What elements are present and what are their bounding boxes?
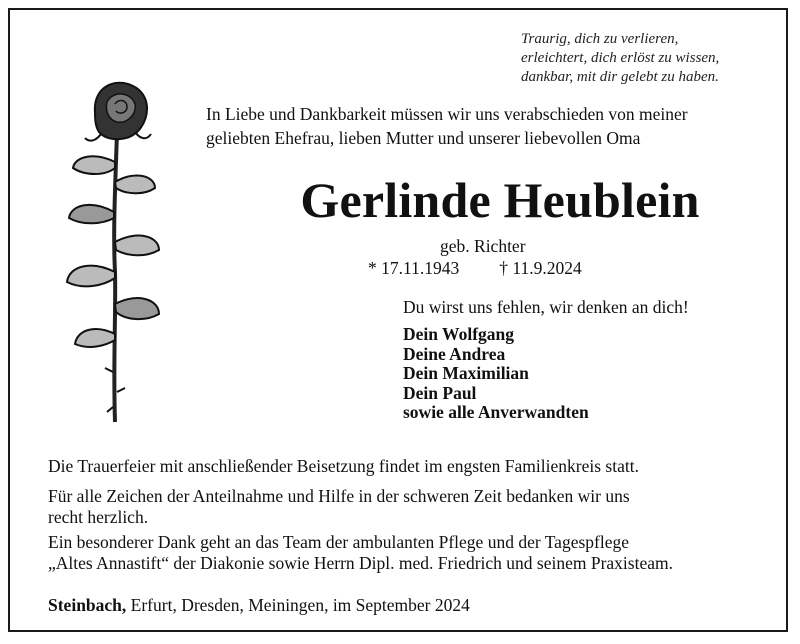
deceased-name: Gerlinde Heublein [300, 172, 700, 228]
intro-line: In Liebe und Dankbarkeit müssen wir uns verabschieden von meiner [206, 104, 688, 124]
birth-date: * 17.11.1943 [368, 258, 460, 278]
poem-line: Traurig, dich zu verlieren, [521, 31, 679, 47]
special-thanks-line: Ein besonderer Dank geht an das Team der ambulanten Pflege und der Tagespflege [48, 532, 630, 552]
special-thanks-paragraph [48, 532, 768, 574]
funeral-notice: Die Trauerfeier mit anschließender Beisetzung findet im engsten Familienkreis statt. [48, 456, 639, 476]
closing-rest: Erfurt, Dresden, Meiningen, im September 2024 [126, 595, 470, 615]
family-list [403, 325, 589, 423]
special-thanks-line: „Altes Annastift“ der Diakonie sowie Herrn Dipl. med. Friedrich und seinem Praxisteam. [48, 553, 673, 573]
thanks-line: Für alle Zeichen der Anteilnahme und Hilfe in der schweren Zeit bedanken wir uns [48, 486, 630, 506]
intro-line: geliebten Ehefrau, lieben Mutter und unserer liebevollen Oma [206, 128, 641, 148]
thanks-paragraph [48, 486, 768, 528]
maiden-name: geb. Richter [440, 236, 526, 256]
death-date: † 11.9.2024 [499, 258, 582, 278]
family-member: Dein Maximilian [403, 363, 529, 383]
life-dates [368, 258, 582, 279]
family-member: Dein Wolfgang [403, 324, 515, 344]
intro-text [206, 102, 776, 150]
closing-place: Steinbach, [48, 595, 127, 615]
thanks-line: recht herzlich. [48, 507, 149, 527]
closing-line [48, 595, 470, 616]
family-member: sowie alle Anverwandten [403, 402, 589, 422]
family-member: Deine Andrea [403, 343, 506, 364]
family-member: Dein Paul [403, 382, 477, 403]
poem-line: erleichtert, dich erlöst zu wissen, [521, 50, 720, 66]
poem-line: dankbar, mit dir gelebt zu haben. [521, 69, 719, 85]
poem [521, 30, 771, 87]
rose-icon [55, 72, 165, 432]
farewell-line: Du wirst uns fehlen, wir denken an dich! [403, 297, 689, 317]
obituary-frame [8, 8, 788, 632]
